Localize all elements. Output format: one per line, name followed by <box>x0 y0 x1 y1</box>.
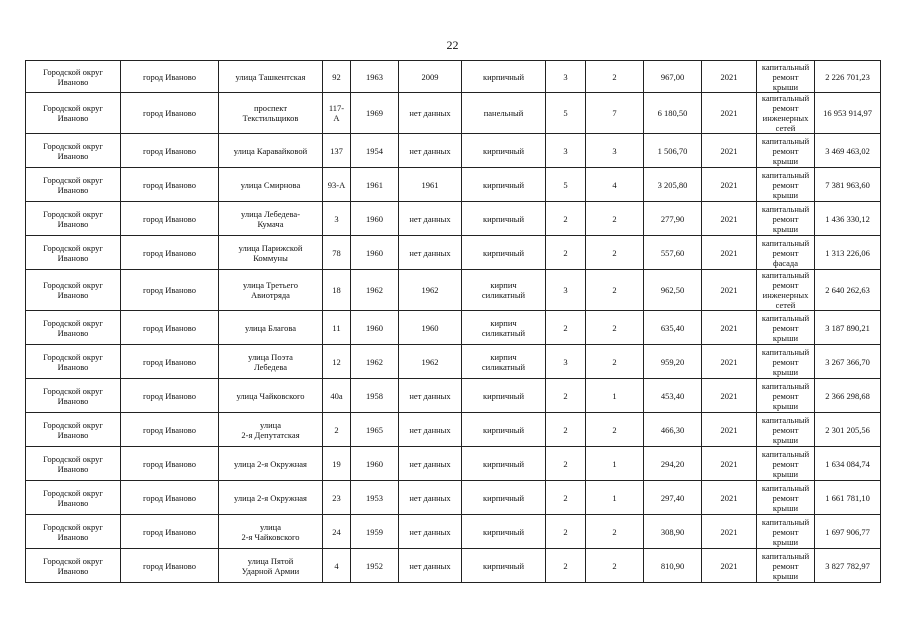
build-year-cell: 1960 <box>351 311 399 345</box>
last-repair-year-cell: 1960 <box>399 311 462 345</box>
street-cell: улица Поэта Лебедева <box>219 345 323 379</box>
cost-cell: 3 267 366,70 <box>815 345 881 379</box>
build-year-cell: 1960 <box>351 236 399 270</box>
cost-cell: 7 381 963,60 <box>815 168 881 202</box>
build-year-cell: 1959 <box>351 515 399 549</box>
settlement-cell: город Иваново <box>121 345 219 379</box>
repair-type-cell: капитальный ремонт крыши <box>757 134 815 168</box>
last-repair-year-cell: нет данных <box>399 447 462 481</box>
table-row <box>26 447 881 481</box>
street-cell: улица 2-я Чайковского <box>219 515 323 549</box>
repair-year-cell: 2021 <box>702 549 757 583</box>
build-year-cell: 1969 <box>351 93 399 134</box>
build-year-cell: 1952 <box>351 549 399 583</box>
entrances-cell: 4 <box>586 168 644 202</box>
municipality-cell: Городской округ Иваново <box>26 270 121 311</box>
settlement-cell: город Иваново <box>121 549 219 583</box>
street-cell: улица Смирнова <box>219 168 323 202</box>
last-repair-year-cell: 1962 <box>399 270 462 311</box>
cost-cell: 3 827 782,97 <box>815 549 881 583</box>
house-number-cell: 23 <box>323 481 351 515</box>
floors-cell: 3 <box>546 345 586 379</box>
area-cell: 6 180,50 <box>644 93 702 134</box>
municipality-cell: Городской округ Иваново <box>26 379 121 413</box>
build-year-cell: 1954 <box>351 134 399 168</box>
repair-type-cell: капитальный ремонт крыши <box>757 202 815 236</box>
last-repair-year-cell: нет данных <box>399 379 462 413</box>
table-row <box>26 413 881 447</box>
last-repair-year-cell: нет данных <box>399 93 462 134</box>
cost-cell: 3 187 890,21 <box>815 311 881 345</box>
floors-cell: 2 <box>546 202 586 236</box>
entrances-cell: 2 <box>586 345 644 379</box>
house-number-cell: 93-А <box>323 168 351 202</box>
settlement-cell: город Иваново <box>121 447 219 481</box>
repair-type-cell: капитальный ремонт крыши <box>757 311 815 345</box>
table-row <box>26 270 881 311</box>
last-repair-year-cell: нет данных <box>399 515 462 549</box>
build-year-cell: 1960 <box>351 202 399 236</box>
repair-year-cell: 2021 <box>702 447 757 481</box>
repair-year-cell: 2021 <box>702 413 757 447</box>
street-cell: улица Благова <box>219 311 323 345</box>
street-cell: улица Третьего Авиотряда <box>219 270 323 311</box>
house-number-cell: 12 <box>323 345 351 379</box>
street-cell: улица 2-я Окружная <box>219 447 323 481</box>
settlement-cell: город Иваново <box>121 134 219 168</box>
floors-cell: 5 <box>546 168 586 202</box>
street-cell: улица 2-я Депутатская <box>219 413 323 447</box>
cost-cell: 2 366 298,68 <box>815 379 881 413</box>
cost-cell: 2 301 205,56 <box>815 413 881 447</box>
area-cell: 1 506,70 <box>644 134 702 168</box>
repair-year-cell: 2021 <box>702 311 757 345</box>
house-number-cell: 92 <box>323 61 351 93</box>
repair-year-cell: 2021 <box>702 93 757 134</box>
area-cell: 962,50 <box>644 270 702 311</box>
table-row <box>26 345 881 379</box>
repair-year-cell: 2021 <box>702 345 757 379</box>
last-repair-year-cell: нет данных <box>399 549 462 583</box>
build-year-cell: 1965 <box>351 413 399 447</box>
street-cell: улица Пятой Ударной Армии <box>219 549 323 583</box>
last-repair-year-cell: 2009 <box>399 61 462 93</box>
area-cell: 557,60 <box>644 236 702 270</box>
wall-material-cell: кирпичный <box>462 549 546 583</box>
house-number-cell: 3 <box>323 202 351 236</box>
repair-year-cell: 2021 <box>702 481 757 515</box>
table-row <box>26 93 881 134</box>
settlement-cell: город Иваново <box>121 413 219 447</box>
repair-year-cell: 2021 <box>702 236 757 270</box>
cost-cell: 2 226 701,23 <box>815 61 881 93</box>
wall-material-cell: кирпичный <box>462 202 546 236</box>
repair-type-cell: капитальный ремонт инженерных сетей <box>757 93 815 134</box>
area-cell: 959,20 <box>644 345 702 379</box>
municipality-cell: Городской округ Иваново <box>26 202 121 236</box>
repair-year-cell: 2021 <box>702 515 757 549</box>
repair-type-cell: капитальный ремонт крыши <box>757 447 815 481</box>
street-cell: проспект Текстильщиков <box>219 93 323 134</box>
house-number-cell: 78 <box>323 236 351 270</box>
repair-type-cell: капитальный ремонт крыши <box>757 515 815 549</box>
municipality-cell: Городской округ Иваново <box>26 481 121 515</box>
wall-material-cell: кирпичный <box>462 413 546 447</box>
wall-material-cell: кирпичный <box>462 379 546 413</box>
build-year-cell: 1962 <box>351 270 399 311</box>
floors-cell: 2 <box>546 236 586 270</box>
table-row <box>26 202 881 236</box>
housing-repair-table <box>25 60 881 583</box>
floors-cell: 2 <box>546 311 586 345</box>
house-number-cell: 11 <box>323 311 351 345</box>
repair-type-cell: капитальный ремонт фасада <box>757 236 815 270</box>
floors-cell: 2 <box>546 447 586 481</box>
street-cell: улица Парижской Коммуны <box>219 236 323 270</box>
house-number-cell: 19 <box>323 447 351 481</box>
build-year-cell: 1953 <box>351 481 399 515</box>
municipality-cell: Городской округ Иваново <box>26 413 121 447</box>
repair-year-cell: 2021 <box>702 134 757 168</box>
cost-cell: 3 469 463,02 <box>815 134 881 168</box>
floors-cell: 3 <box>546 61 586 93</box>
build-year-cell: 1963 <box>351 61 399 93</box>
wall-material-cell: кирпичный <box>462 481 546 515</box>
floors-cell: 5 <box>546 93 586 134</box>
house-number-cell: 2 <box>323 413 351 447</box>
settlement-cell: город Иваново <box>121 379 219 413</box>
repair-type-cell: капитальный ремонт крыши <box>757 481 815 515</box>
street-cell: улица Чайковского <box>219 379 323 413</box>
cost-cell: 2 640 262,63 <box>815 270 881 311</box>
municipality-cell: Городской округ Иваново <box>26 134 121 168</box>
wall-material-cell: панельный <box>462 93 546 134</box>
table-row <box>26 311 881 345</box>
entrances-cell: 2 <box>586 311 644 345</box>
street-cell: улица Каравайковой <box>219 134 323 168</box>
cost-cell: 1 661 781,10 <box>815 481 881 515</box>
house-number-cell: 137 <box>323 134 351 168</box>
repair-year-cell: 2021 <box>702 61 757 93</box>
wall-material-cell: кирпичный <box>462 236 546 270</box>
settlement-cell: город Иваново <box>121 61 219 93</box>
entrances-cell: 2 <box>586 202 644 236</box>
cost-cell: 1 436 330,12 <box>815 202 881 236</box>
repair-type-cell: капитальный ремонт крыши <box>757 379 815 413</box>
repair-type-cell: капитальный ремонт крыши <box>757 168 815 202</box>
last-repair-year-cell: 1962 <box>399 345 462 379</box>
area-cell: 810,90 <box>644 549 702 583</box>
area-cell: 635,40 <box>644 311 702 345</box>
area-cell: 297,40 <box>644 481 702 515</box>
last-repair-year-cell: 1961 <box>399 168 462 202</box>
wall-material-cell: кирпичный <box>462 168 546 202</box>
repair-year-cell: 2021 <box>702 202 757 236</box>
settlement-cell: город Иваново <box>121 236 219 270</box>
floors-cell: 2 <box>546 413 586 447</box>
repair-type-cell: капитальный ремонт крыши <box>757 61 815 93</box>
entrances-cell: 1 <box>586 379 644 413</box>
municipality-cell: Городской округ Иваново <box>26 549 121 583</box>
entrances-cell: 3 <box>586 134 644 168</box>
settlement-cell: город Иваново <box>121 311 219 345</box>
municipality-cell: Городской округ Иваново <box>26 515 121 549</box>
settlement-cell: город Иваново <box>121 515 219 549</box>
repair-year-cell: 2021 <box>702 270 757 311</box>
entrances-cell: 1 <box>586 447 644 481</box>
repair-type-cell: капитальный ремонт крыши <box>757 549 815 583</box>
table-row <box>26 236 881 270</box>
settlement-cell: город Иваново <box>121 481 219 515</box>
street-cell: улица Ташкентская <box>219 61 323 93</box>
wall-material-cell: кирпичный <box>462 447 546 481</box>
build-year-cell: 1961 <box>351 168 399 202</box>
settlement-cell: город Иваново <box>121 168 219 202</box>
municipality-cell: Городской округ Иваново <box>26 311 121 345</box>
entrances-cell: 2 <box>586 515 644 549</box>
street-cell: улица Лебедева- Кумача <box>219 202 323 236</box>
wall-material-cell: кирпичный <box>462 515 546 549</box>
settlement-cell: город Иваново <box>121 202 219 236</box>
table-row <box>26 515 881 549</box>
table-row <box>26 61 881 93</box>
last-repair-year-cell: нет данных <box>399 481 462 515</box>
house-number-cell: 117- А <box>323 93 351 134</box>
last-repair-year-cell: нет данных <box>399 413 462 447</box>
wall-material-cell: кирпич силикатный <box>462 270 546 311</box>
floors-cell: 2 <box>546 481 586 515</box>
entrances-cell: 2 <box>586 413 644 447</box>
floors-cell: 2 <box>546 379 586 413</box>
table-row <box>26 549 881 583</box>
wall-material-cell: кирпич силикатный <box>462 345 546 379</box>
repair-year-cell: 2021 <box>702 379 757 413</box>
repair-type-cell: капитальный ремонт крыши <box>757 345 815 379</box>
cost-cell: 1 634 084,74 <box>815 447 881 481</box>
area-cell: 967,00 <box>644 61 702 93</box>
repair-year-cell: 2021 <box>702 168 757 202</box>
cost-cell: 1 313 226,06 <box>815 236 881 270</box>
house-number-cell: 18 <box>323 270 351 311</box>
page-number: 22 <box>446 38 459 52</box>
area-cell: 294,20 <box>644 447 702 481</box>
municipality-cell: Городской округ Иваново <box>26 345 121 379</box>
area-cell: 466,30 <box>644 413 702 447</box>
wall-material-cell: кирпичный <box>462 61 546 93</box>
house-number-cell: 24 <box>323 515 351 549</box>
floors-cell: 2 <box>546 515 586 549</box>
repair-type-cell: капитальный ремонт крыши <box>757 413 815 447</box>
build-year-cell: 1958 <box>351 379 399 413</box>
municipality-cell: Городской округ Иваново <box>26 61 121 93</box>
cost-cell: 16 953 914,97 <box>815 93 881 134</box>
street-cell: улица 2-я Окружная <box>219 481 323 515</box>
table-row <box>26 134 881 168</box>
last-repair-year-cell: нет данных <box>399 134 462 168</box>
entrances-cell: 1 <box>586 481 644 515</box>
area-cell: 453,40 <box>644 379 702 413</box>
entrances-cell: 7 <box>586 93 644 134</box>
area-cell: 308,90 <box>644 515 702 549</box>
municipality-cell: Городской округ Иваново <box>26 93 121 134</box>
floors-cell: 2 <box>546 549 586 583</box>
wall-material-cell: кирпичный <box>462 134 546 168</box>
floors-cell: 3 <box>546 134 586 168</box>
municipality-cell: Городской округ Иваново <box>26 168 121 202</box>
entrances-cell: 2 <box>586 270 644 311</box>
area-cell: 277,90 <box>644 202 702 236</box>
municipality-cell: Городской округ Иваново <box>26 447 121 481</box>
entrances-cell: 2 <box>586 236 644 270</box>
cost-cell: 1 697 906,77 <box>815 515 881 549</box>
build-year-cell: 1960 <box>351 447 399 481</box>
table-row <box>26 481 881 515</box>
repair-type-cell: капитальный ремонт инженерных сетей <box>757 270 815 311</box>
house-number-cell: 40а <box>323 379 351 413</box>
municipality-cell: Городской округ Иваново <box>26 236 121 270</box>
last-repair-year-cell: нет данных <box>399 202 462 236</box>
house-number-cell: 4 <box>323 549 351 583</box>
floors-cell: 3 <box>546 270 586 311</box>
build-year-cell: 1962 <box>351 345 399 379</box>
wall-material-cell: кирпич силикатный <box>462 311 546 345</box>
entrances-cell: 2 <box>586 549 644 583</box>
table-row <box>26 379 881 413</box>
entrances-cell: 2 <box>586 61 644 93</box>
settlement-cell: город Иваново <box>121 270 219 311</box>
last-repair-year-cell: нет данных <box>399 236 462 270</box>
table-row <box>26 168 881 202</box>
area-cell: 3 205,80 <box>644 168 702 202</box>
settlement-cell: город Иваново <box>121 93 219 134</box>
